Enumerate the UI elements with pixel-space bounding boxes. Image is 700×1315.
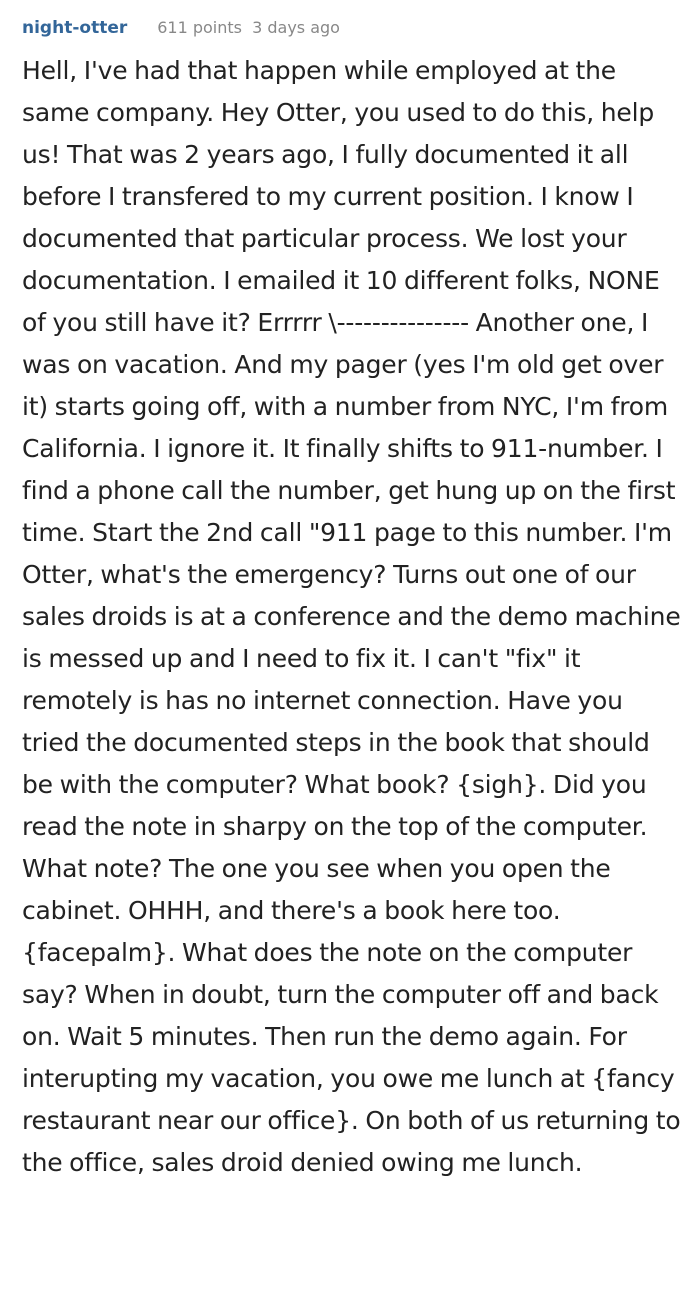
comment-timestamp: 3 days ago <box>252 18 340 37</box>
comment-points: 611 points <box>157 18 242 37</box>
comment-info <box>157 18 340 37</box>
comment <box>22 18 682 1184</box>
comment-meta <box>22 18 682 44</box>
comment-body: Hell, I've had that happen while employed at the same company. Hey Otter, you used to do this, help us! That was 2 years ago, I fully documented it all before I transfered to my current position. I know I documented that particular process. We lost your documentation. I emailed it 10 different folks, NONE of you still have it? Errrrr \--------------- Another one, I was on vacation. And my pager (yes I'm old get over it) starts going off, with a number from NYC, I'm from California. I ignore it. It finally shifts to 911-number. I find a phone call the number, get hung up on the first time. Start the 2nd call "911 page to this number. I'm Otter, what's the emergency? Turns out one of our sales droids is at a conference and the demo machine is messed up and I need to fix it. I can't "fix" it remotely is has no internet connection. Have you tried the documented steps in the book that should be with the computer? What book? {sigh}. Did you read the note in sharpy on the top of the computer. What note? The one you see when you open the cabinet. OHHH, and there's a book here too. {facepalm}. What does the note on the computer say? When in doubt, turn the computer off and back on. Wait 5 minutes. Then run the demo again. For interupting my vacation, you owe me lunch at {fancy restaurant near our office}. On both of us returning to the office, sales droid denied owing me lunch. <box>22 56 681 1177</box>
comment-author-link[interactable]: night-otter <box>22 18 128 38</box>
